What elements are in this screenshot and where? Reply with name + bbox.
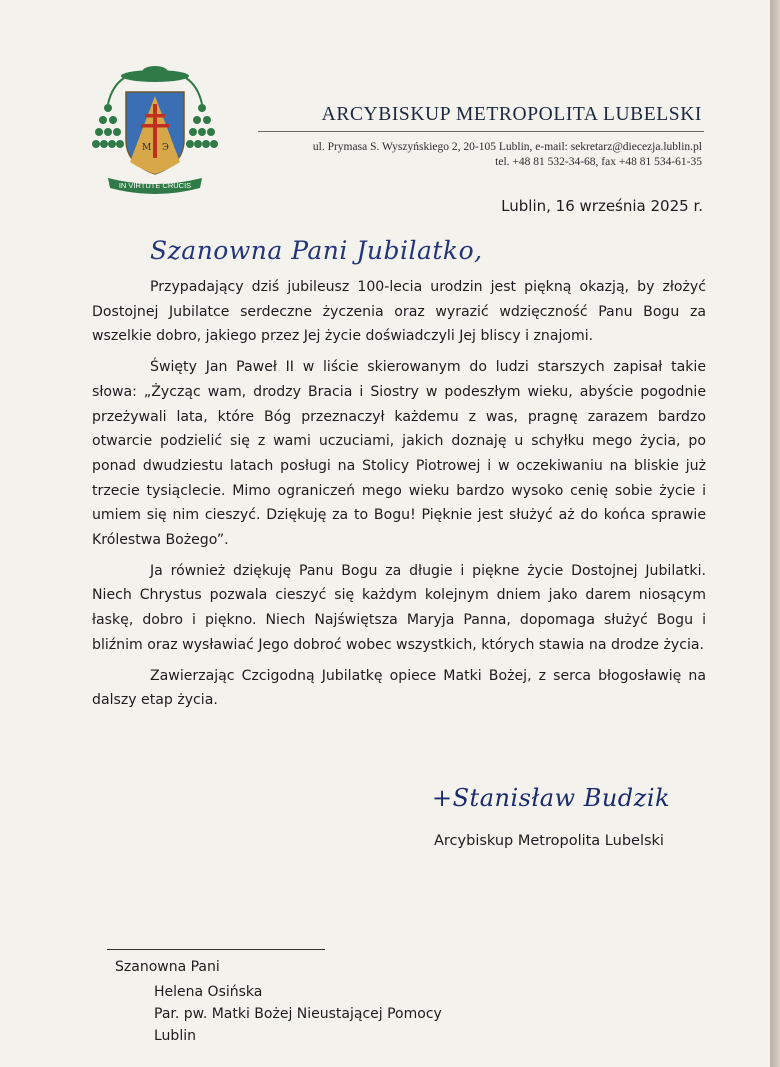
recipient-name: Helena Osińska — [154, 984, 263, 1000]
recipient-city: Lublin — [154, 1028, 196, 1044]
recipient-divider — [107, 949, 325, 950]
paragraph: Przypadający dziś jubileusz 100-lecia urodzin jest piękną okazją, by złożyć Dostojnej Jubilatce serdeczne życzenia oraz wyrazić wdzięczność Panu Bogu za wszelkie dobro, jakiego przez Jej życie doświadczyli Jej bliscy i znajomi. — [92, 279, 706, 345]
letterhead-divider — [258, 131, 704, 132]
paragraph: Święty Jan Paweł II w liście skierowanym do ludzi starszych zapisał takie słowa: „Życząc wam, drodzy Bracia i Siostry w podeszłym wieku, abyście pogodnie przeżywali lata, które Bóg przeznaczył każdemu z was, pragnę zarazem bardzo otwarcie podzielić się z wami uczuciami, jakich doznaję u schyłku mego życia, po ponad dwudziestu latach posługi na Stolicy Piotrowej i w oczekiwaniu na bliskie już trzecie tysiąclecie. Mimo ograniczeń mego wieku bardzo wysoko cenię sobie życie i umiem się nim cieszyć. Dziękuję za to Bogu! Pięknie jest służyć aż do końca sprawie Królestwa Bożego”. — [92, 359, 706, 549]
paper-edge — [770, 0, 780, 1067]
recipient-parish: Par. pw. Matki Bożej Nieustającej Pomocy — [154, 1006, 442, 1022]
letterhead-title: ARCYBISKUP METROPOLITA LUBELSKI — [321, 104, 702, 125]
letter-body — [92, 275, 706, 719]
crest-motto: IN VIRTUTE CRUCIS — [118, 181, 192, 190]
letterhead-phones: tel. +48 81 532-34-68, fax +48 81 534-61-35 — [495, 156, 702, 168]
coat-of-arms-icon — [92, 64, 218, 198]
paragraph: Zawierzając Czcigodną Jubilatkę opiece Matki Bożej, z serca błogosławię na dalszy etap życia. — [92, 667, 706, 709]
letter-date: Lublin, 16 września 2025 r. — [501, 197, 703, 215]
letterhead-address: ul. Prymasa S. Wyszyńskiego 2, 20-105 Lublin, e-mail: sekretarz@diecezja.lublin.pl — [312, 141, 702, 153]
handwritten-signature: +Stanisław Budzik — [432, 784, 671, 812]
recipient-salutation: Szanowna Pani — [115, 959, 220, 975]
svg-text:Э: Э — [162, 143, 169, 153]
signatory-title: Arcybiskup Metropolita Lubelski — [434, 833, 664, 849]
greeting: Szanowna Pani Jubilatko, — [150, 236, 483, 265]
paragraph: Ja również dziękuję Panu Bogu za długie i piękne życie Dostojnej Jubilatki. Niech Chrystus pozwala cieszyć się każdym kolejnym dniem jako darem niosącym łaskę, dobro i piękno. Niech Najświętsza Maryja Panna, dopomaga służyć Bogu i bliźnim oraz wysławiać Jego dobroć wobec wszystkich, których stawia na drodze życia. — [92, 562, 706, 653]
svg-text:M: M — [142, 143, 152, 153]
